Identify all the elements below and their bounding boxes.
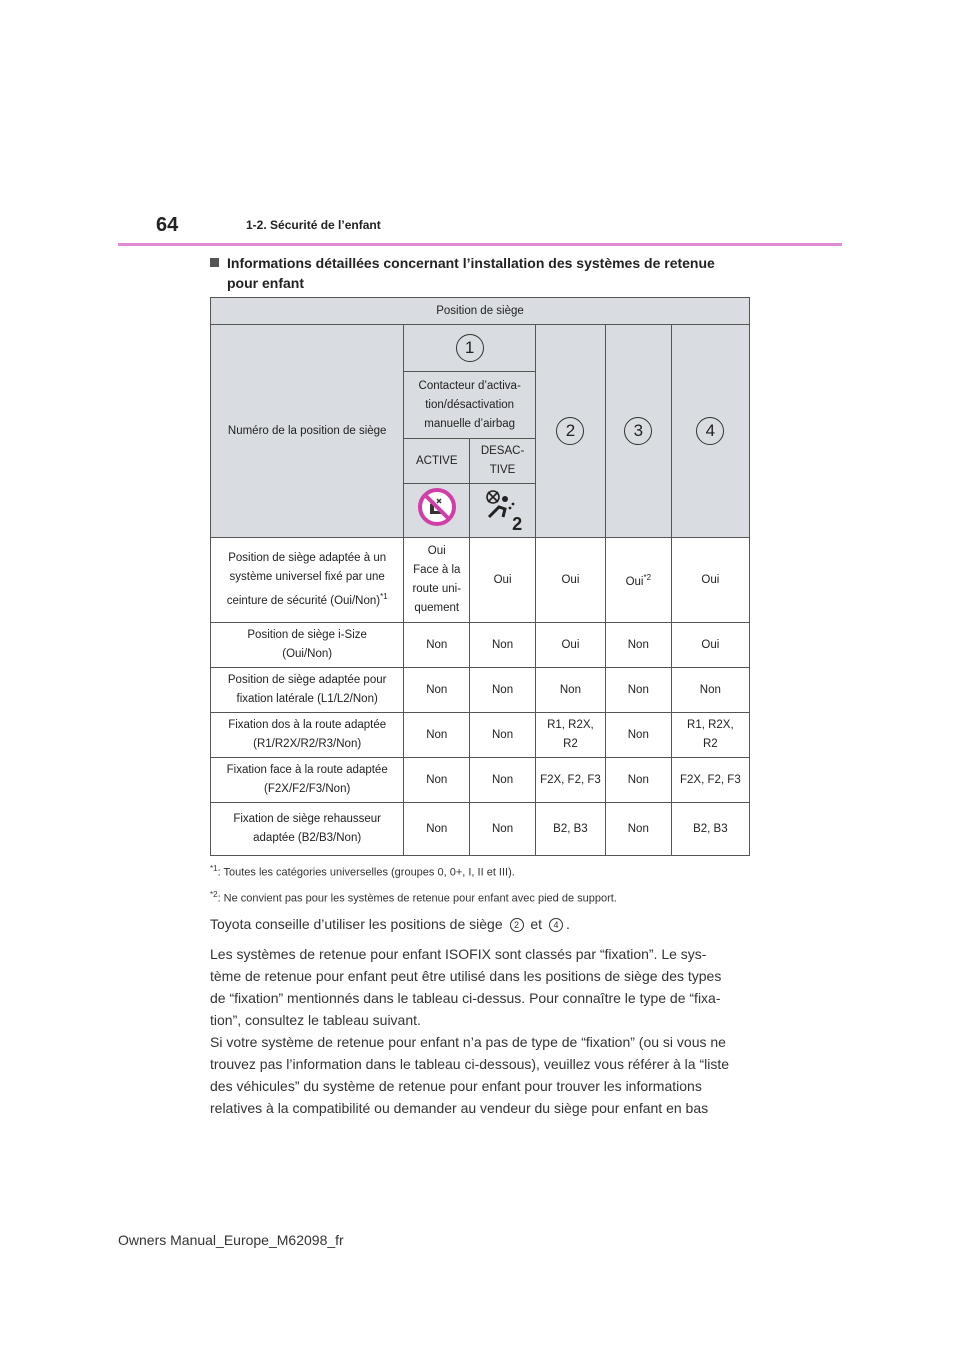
- body-line-5: Si votre système de retenue pour enfant n’a pas de type de “fixation” (ou si vous ne: [210, 1034, 726, 1050]
- airbag-switch-cell: [404, 372, 536, 439]
- row6-c1: Non: [404, 803, 470, 856]
- row1-c3: Oui: [535, 538, 605, 623]
- row3-label: [211, 668, 404, 713]
- row1-c1: [404, 538, 470, 623]
- row4-c3: [535, 713, 605, 758]
- row1-c2: Oui: [470, 538, 536, 623]
- recommend-end: .: [565, 916, 570, 932]
- body-line-1: Les systèmes de retenue pour enfant ISOFIX sont classés par “fixation”. Le sys-: [210, 946, 707, 962]
- row4-label-l1: Fixation dos à la route adaptée: [228, 719, 387, 731]
- row2-c2: Non: [470, 623, 536, 668]
- row4-label: [211, 713, 404, 758]
- seat-number-4: 4: [696, 417, 724, 445]
- footnote-1: [210, 858, 770, 884]
- row1-c4-text: Oui: [625, 575, 644, 588]
- airbag-off-icon: [483, 487, 523, 534]
- row5-label: [211, 758, 404, 803]
- row4-label-l2: (R1/R2X/R2/R3/Non): [253, 738, 362, 750]
- recommend-text: Toyota conseille d’utiliser les positions de siège: [210, 916, 503, 932]
- airbag-off-icon-cell: [470, 484, 536, 538]
- row5-c3: F2X, F2, F3: [535, 758, 605, 803]
- row4-c5: [671, 713, 749, 758]
- heading-line2: pour enfant: [227, 275, 304, 291]
- row5-c4: Non: [605, 758, 671, 803]
- row1-c4: [605, 538, 671, 623]
- row6-c2: Non: [470, 803, 536, 856]
- row1-label-l3: ceinture de sécurité (Oui/Non): [226, 594, 381, 607]
- row3-c4: Non: [605, 668, 671, 713]
- airbag-icon-number: 2: [512, 514, 523, 534]
- active-cell: ACTIVE: [404, 439, 470, 484]
- row1-c1-l3: route uni-: [412, 583, 462, 595]
- row1-c1-l2: Face à la: [413, 564, 461, 576]
- seat-2-inline: 2: [510, 918, 524, 932]
- seat-1-cell: [404, 325, 536, 372]
- row6-c4: Non: [605, 803, 671, 856]
- row3-c5: Non: [671, 668, 749, 713]
- body-line-4: tion”, consultez le tableau suivant.: [210, 1012, 421, 1028]
- row6-label-l1: Fixation de siège rehausseur: [233, 813, 381, 825]
- desactive-cell: [470, 439, 536, 484]
- no-child-seat-icon-cell: [404, 484, 470, 538]
- body-line-8: relatives à la compatibilité ou demander au vendeur du siège pour enfant en bas: [210, 1100, 709, 1116]
- square-bullet-icon: [210, 258, 219, 267]
- body-line-2: tème de retenue pour enfant peut être utilisé dans les positions de siège des types: [210, 968, 722, 984]
- footnote-2-mark: *2: [210, 889, 218, 899]
- seat-3-cell: [605, 325, 671, 538]
- row1-c5: Oui: [671, 538, 749, 623]
- row2-label-l1: Position de siège i-Size: [247, 629, 367, 641]
- seat-number-2: 2: [556, 417, 584, 445]
- row5-c1: Non: [404, 758, 470, 803]
- row1-label: [211, 538, 404, 623]
- section-heading: [210, 253, 750, 293]
- footnote-1-mark: *1: [210, 864, 218, 873]
- row6-c3: B2, B3: [535, 803, 605, 856]
- row5-c2: Non: [470, 758, 536, 803]
- row4-c5-l1: R1, R2X,: [687, 719, 734, 731]
- section-title: 1-2. Sécurité de l’enfant: [246, 218, 381, 232]
- body-text: [210, 913, 770, 1119]
- row4-c5-l2: R2: [703, 738, 718, 750]
- row2-c4: Non: [605, 623, 671, 668]
- row4-c2: Non: [470, 713, 536, 758]
- row-label-header: Numéro de la position de siège: [211, 325, 404, 538]
- row3-c3: Non: [535, 668, 605, 713]
- seat-4-inline: 4: [549, 918, 563, 932]
- row6-c5: B2, B3: [671, 803, 749, 856]
- row3-c2: Non: [470, 668, 536, 713]
- seat-number-1: 1: [456, 334, 484, 362]
- row3-label-l2: fixation latérale (L1/L2/Non): [236, 693, 378, 705]
- seat-position-table: [210, 297, 750, 856]
- footnote-2-text: : Ne convient pas pour les systèmes de retenue pour enfant avec pied de support.: [217, 892, 617, 905]
- airbag-switch-line1: Contacteur d’activa-: [418, 379, 521, 392]
- row1-label-l2: système universel fixé par une: [229, 571, 385, 584]
- header-rule: [118, 243, 842, 246]
- row4-c1: Non: [404, 713, 470, 758]
- desactive-line1: DESAC-: [480, 445, 525, 457]
- row3-label-l1: Position de siège adaptée pour: [227, 674, 387, 686]
- row3-c1: Non: [404, 668, 470, 713]
- body-line-3: de “fixation” mentionnés dans le tableau ci-dessus. Pour connaître le type de “fixa-: [210, 990, 721, 1006]
- heading-line1: Informations détaillées concernant l’installation des systèmes de retenue: [227, 255, 715, 271]
- row2-label-l2: (Oui/Non): [282, 648, 333, 660]
- row2-label: [211, 623, 404, 668]
- row6-label: [211, 803, 404, 856]
- recommendation-line: [210, 913, 770, 935]
- row4-c3-l2: R2: [563, 738, 578, 750]
- footer-text: Owners Manual_Europe_M62098_fr: [118, 1232, 344, 1248]
- page-number: 64: [156, 214, 179, 236]
- seat-2-cell: [535, 325, 605, 538]
- footnote-1-text: : Toutes les catégories universelles (groupes 0, 0+, I, II et III).: [217, 866, 515, 879]
- body-line-7: des véhicules” du système de retenue pour enfant pour trouver les informations: [210, 1078, 702, 1094]
- row1-c1-l1: Oui: [427, 545, 446, 557]
- position-header: Position de siège: [211, 298, 750, 325]
- footnotes: [210, 858, 770, 909]
- seat-number-3: 3: [624, 417, 652, 445]
- row4-c3-l1: R1, R2X,: [547, 719, 594, 731]
- airbag-switch-line2: tion/désactivation: [425, 398, 515, 411]
- row2-c1: Non: [404, 623, 470, 668]
- row4-c4: Non: [605, 713, 671, 758]
- footnote-2: [210, 884, 770, 910]
- row1-c1-l4: quement: [414, 602, 460, 614]
- row5-label-l1: Fixation face à la route adaptée: [226, 764, 388, 776]
- row1-label-sup: *1: [380, 592, 388, 602]
- row2-c5: Oui: [671, 623, 749, 668]
- body-line-6: trouvez pas l’information dans le tableau ci-dessous), veuillez vous référer à la “liste: [210, 1056, 730, 1072]
- airbag-switch-line3: manuelle d’airbag: [424, 417, 516, 430]
- row1-label-l1: Position de siège adaptée à un: [228, 552, 387, 565]
- row6-label-l2: adaptée (B2/B3/Non): [253, 832, 362, 844]
- no-rearward-seat-icon: [417, 487, 457, 534]
- recommend-et: et: [530, 916, 543, 932]
- row5-label-l2: (F2X/F2/F3/Non): [264, 783, 351, 795]
- seat-4-cell: [671, 325, 749, 538]
- desactive-line2: TIVE: [489, 464, 516, 476]
- row1-c4-sup: *2: [643, 573, 652, 583]
- row5-c5: F2X, F2, F3: [671, 758, 749, 803]
- row2-c3: Oui: [535, 623, 605, 668]
